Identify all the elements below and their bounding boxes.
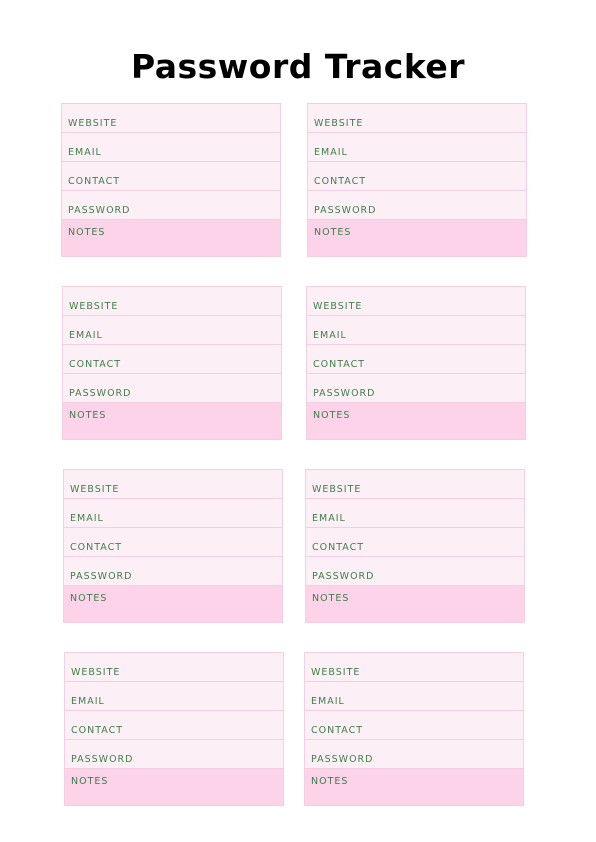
password-label: PASSWORD [68, 205, 131, 216]
email-label: EMAIL [69, 330, 103, 341]
password-card [306, 286, 526, 440]
website-label: WEBSITE [70, 484, 120, 495]
notes-area[interactable] [63, 403, 281, 439]
website-row[interactable] [64, 470, 282, 499]
website-label: WEBSITE [71, 667, 121, 678]
website-label: WEBSITE [314, 118, 364, 129]
contact-row[interactable] [65, 711, 283, 740]
password-card [63, 469, 283, 623]
website-label: WEBSITE [312, 484, 362, 495]
password-row[interactable] [305, 740, 523, 769]
notes-label: NOTES [313, 410, 351, 421]
password-row[interactable] [65, 740, 283, 769]
password-card [62, 286, 282, 440]
password-label: PASSWORD [314, 205, 377, 216]
contact-label: CONTACT [69, 359, 122, 370]
notes-area[interactable] [62, 220, 280, 256]
password-card [304, 652, 524, 806]
email-row[interactable] [62, 133, 280, 162]
notes-label: NOTES [314, 227, 352, 238]
email-label: EMAIL [68, 147, 102, 158]
contact-label: CONTACT [313, 359, 366, 370]
contact-label: CONTACT [312, 542, 365, 553]
password-label: PASSWORD [313, 388, 376, 399]
email-label: EMAIL [314, 147, 348, 158]
notes-label: NOTES [311, 776, 349, 787]
website-label: WEBSITE [313, 301, 363, 312]
contact-label: CONTACT [311, 725, 364, 736]
email-label: EMAIL [312, 513, 346, 524]
notes-area[interactable] [308, 220, 526, 256]
website-row[interactable] [306, 470, 524, 499]
page-title: Password Tracker [130, 47, 466, 86]
email-label: EMAIL [311, 696, 345, 707]
notes-label: NOTES [70, 593, 108, 604]
notes-area[interactable] [307, 403, 525, 439]
password-card [64, 652, 284, 806]
email-label: EMAIL [71, 696, 105, 707]
notes-area[interactable] [65, 769, 283, 805]
notes-area[interactable] [305, 769, 523, 805]
password-row[interactable] [63, 374, 281, 403]
password-card [61, 103, 281, 257]
password-row[interactable] [64, 557, 282, 586]
email-row[interactable] [63, 316, 281, 345]
password-label: PASSWORD [70, 571, 133, 582]
website-label: WEBSITE [68, 118, 118, 129]
password-card [307, 103, 527, 257]
contact-label: CONTACT [68, 176, 121, 187]
password-label: PASSWORD [71, 754, 134, 765]
website-row[interactable] [305, 653, 523, 682]
website-row[interactable] [62, 104, 280, 133]
password-card [305, 469, 525, 623]
contact-row[interactable] [62, 162, 280, 191]
password-row[interactable] [308, 191, 526, 220]
notes-label: NOTES [71, 776, 109, 787]
password-row[interactable] [62, 191, 280, 220]
password-label: PASSWORD [69, 388, 132, 399]
notes-label: NOTES [68, 227, 106, 238]
website-row[interactable] [307, 287, 525, 316]
contact-row[interactable] [63, 345, 281, 374]
contact-row[interactable] [307, 345, 525, 374]
email-row[interactable] [306, 499, 524, 528]
email-row[interactable] [65, 682, 283, 711]
notes-area[interactable] [64, 586, 282, 622]
email-label: EMAIL [70, 513, 104, 524]
notes-label: NOTES [312, 593, 350, 604]
contact-row[interactable] [64, 528, 282, 557]
email-row[interactable] [308, 133, 526, 162]
contact-label: CONTACT [314, 176, 367, 187]
password-row[interactable] [307, 374, 525, 403]
email-row[interactable] [305, 682, 523, 711]
email-row[interactable] [307, 316, 525, 345]
password-row[interactable] [306, 557, 524, 586]
email-label: EMAIL [313, 330, 347, 341]
contact-row[interactable] [306, 528, 524, 557]
website-row[interactable] [63, 287, 281, 316]
notes-area[interactable] [306, 586, 524, 622]
website-label: WEBSITE [311, 667, 361, 678]
website-row[interactable] [308, 104, 526, 133]
contact-label: CONTACT [70, 542, 123, 553]
password-label: PASSWORD [311, 754, 374, 765]
contact-row[interactable] [308, 162, 526, 191]
password-label: PASSWORD [312, 571, 375, 582]
email-row[interactable] [64, 499, 282, 528]
website-row[interactable] [65, 653, 283, 682]
website-label: WEBSITE [69, 301, 119, 312]
contact-row[interactable] [305, 711, 523, 740]
contact-label: CONTACT [71, 725, 124, 736]
notes-label: NOTES [69, 410, 107, 421]
